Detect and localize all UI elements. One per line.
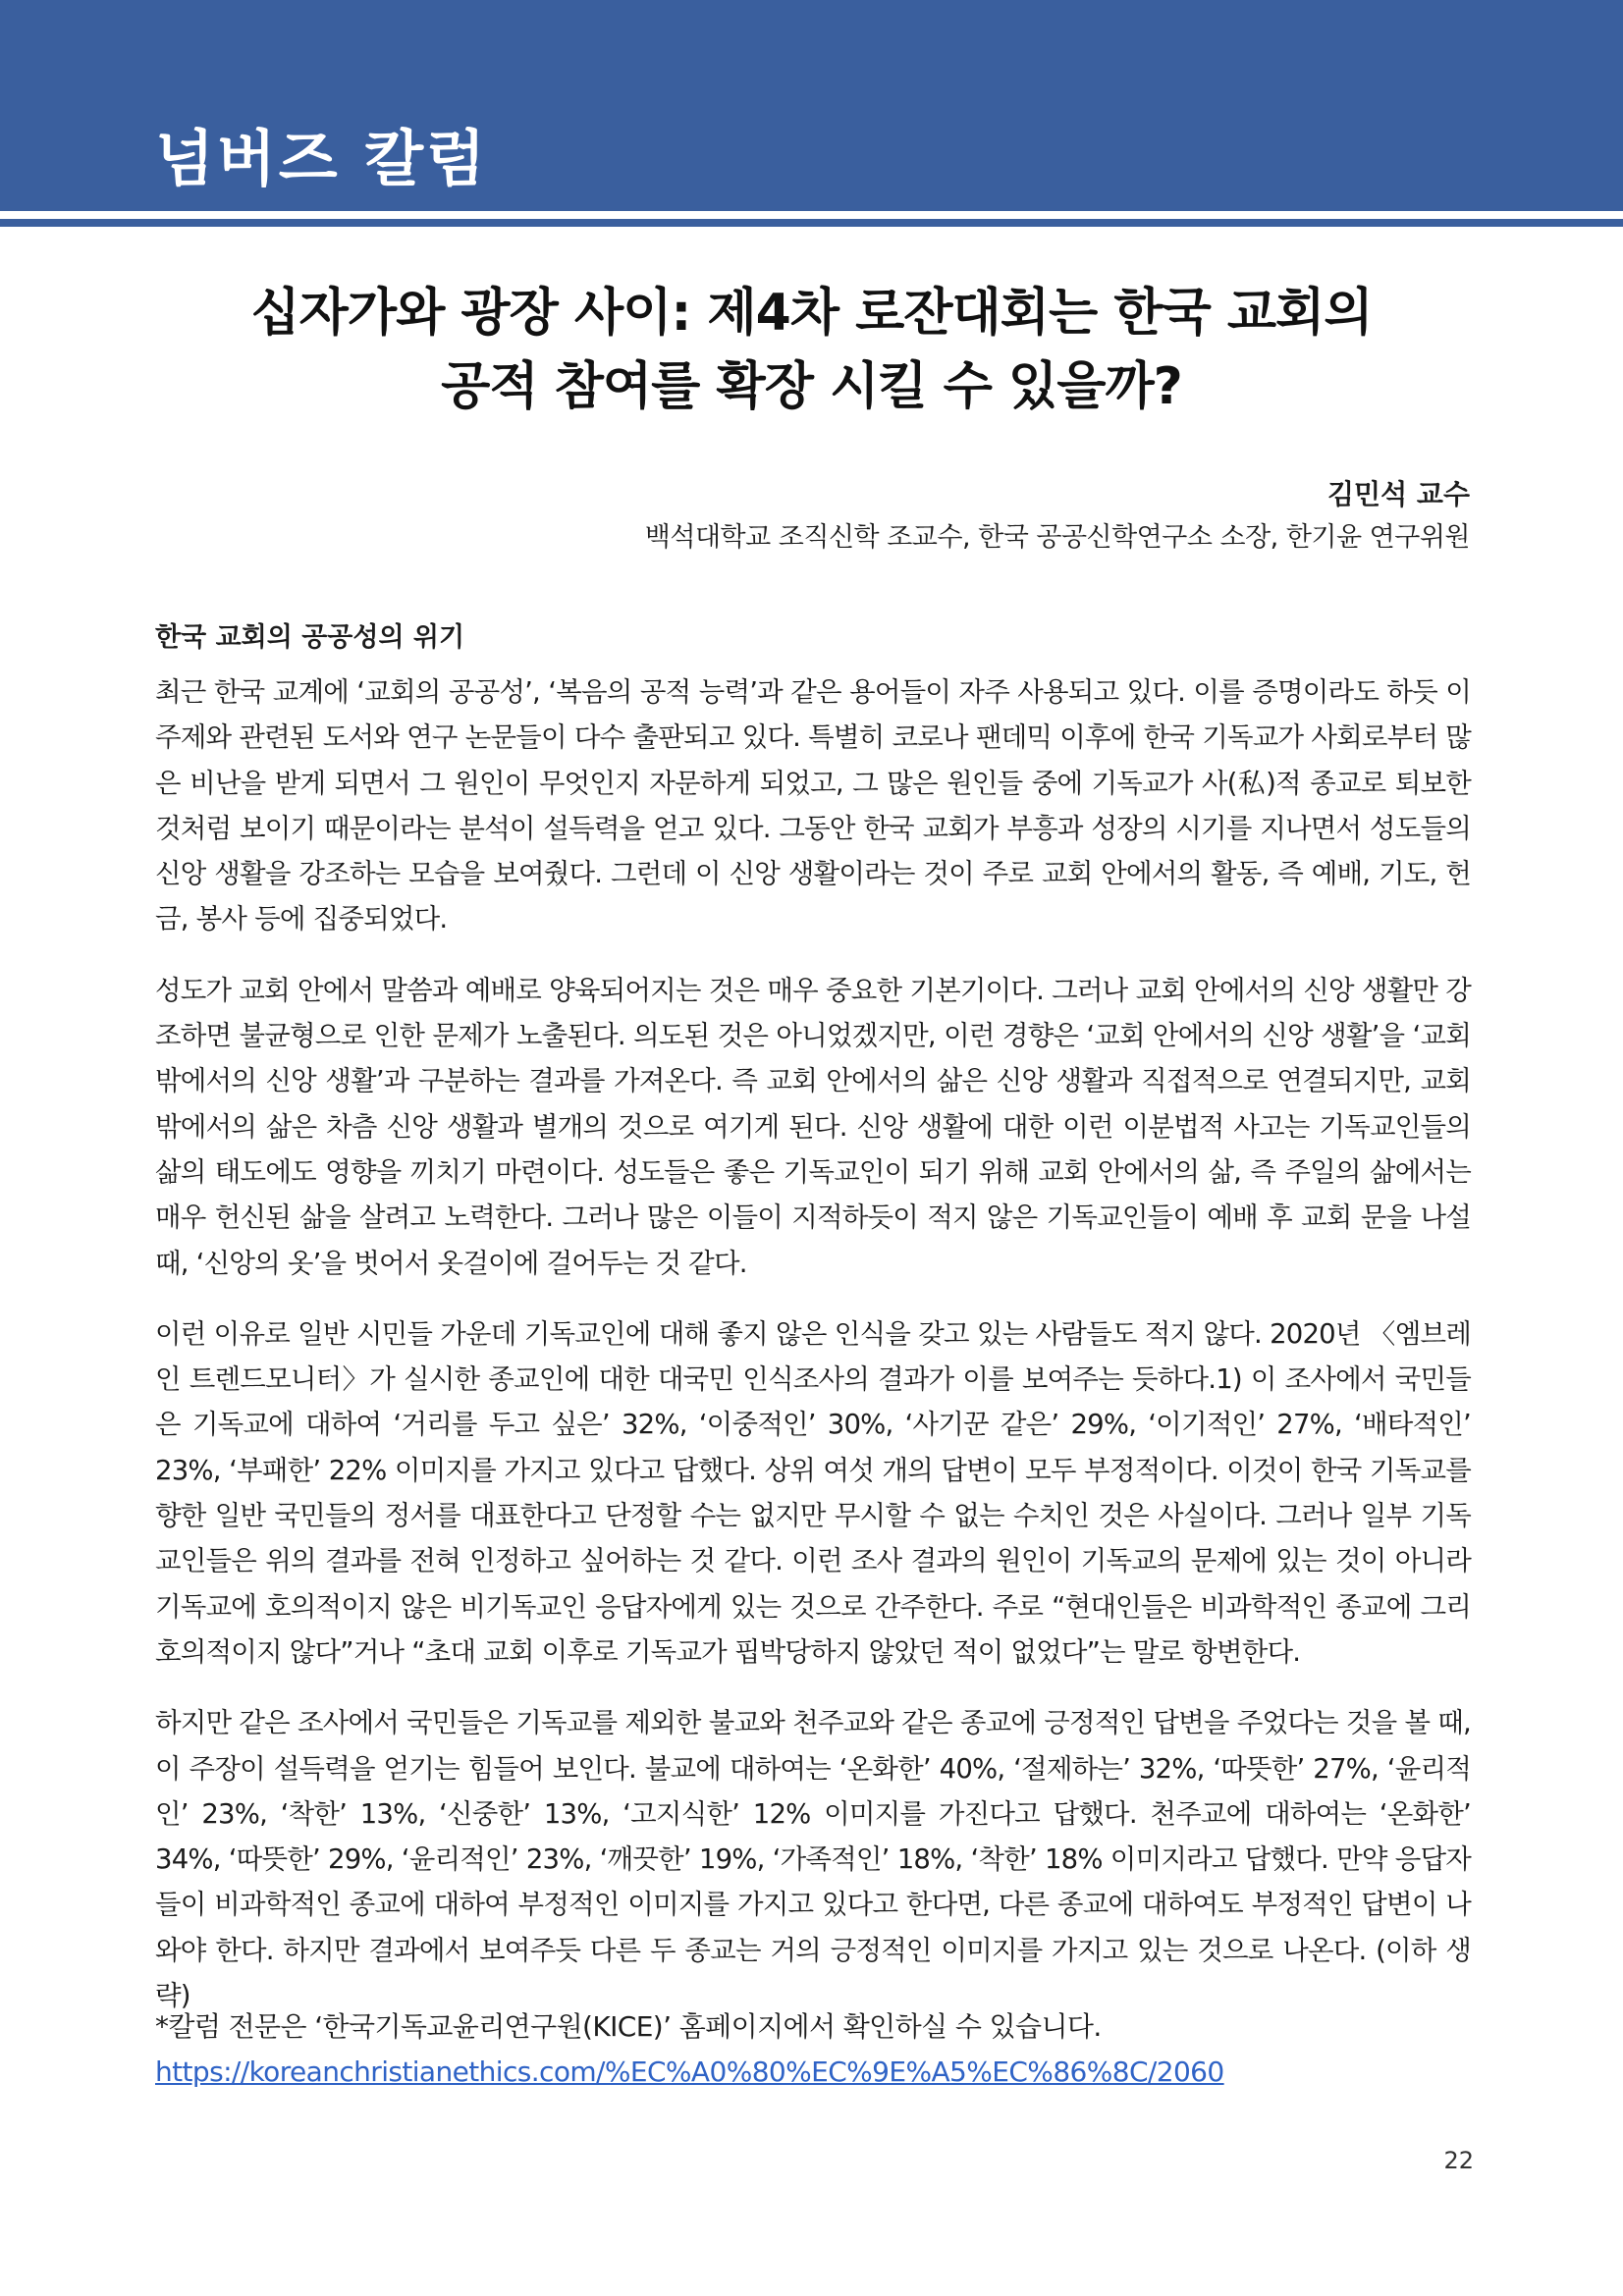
article-body: [155, 669, 1471, 2044]
body-paragraph-1: 최근 한국 교계에 ‘교회의 공공성’, ‘복음의 공적 능력’과 같은 용어들이 자주 사용되고 있다. 이를 증명이라도 하듯 이 주제와 관련된 도서와 연구 논문들이 다수 출판되고 있다. 특별히 코로나 팬데믹 이후에 한국 기독교가 사회로부터 많은 비난을 받게 되면서 그 원인이 무엇인지 자문하게 되었고, 그 많은 원인들 중에 기독교가 사(私)적 종교로 퇴보한 것처럼 보이기 때문이라는 분석이 설득력을 얻고 있다. 그동안 한국 교회가 부흥과 성장의 시기를 지나면서 성도들의 신앙 생활을 강조하는 모습을 보여줬다. 그런데 이 신앙 생활이라는 것이 주로 교회 안에서의 활동, 즉 예배, 기도, 헌금, 봉사 등에 집중되었다.: [155, 676, 1471, 935]
footnote: [155, 2004, 1471, 2095]
article-title-line-2: 공적 참여를 확장 시킬 수 있을까?: [441, 357, 1182, 416]
body-paragraph-2: 성도가 교회 안에서 말씀과 예배로 양육되어지는 것은 매우 중요한 기본기이다. 그러나 교회 안에서의 신앙 생활만 강조하면 불균형으로 인한 문제가 노출된다. 의도된 것은 아니었겠지만, 이런 경향은 ‘교회 안에서의 신앙 생활’을 ‘교회 밖에서의 신앙 생활’과 구분하는 결과를 가져온다. 즉 교회 안에서의 삶은 신앙 생활과 직접적으로 연결되지만, 교회 밖에서의 삶은 차츰 신앙 생활과 별개의 것으로 여기게 된다. 신앙 생활에 대한 이런 이분법적 사고는 기독교인들의 삶의 태도에도 영향을 끼치기 마련이다. 성도들은 좋은 기독교인이 되기 위해 교회 안에서의 삶, 즉 주일의 삶에서는 매우 헌신된 삶을 살려고 노력한다. 그러나 많은 이들이 지적하듯이 적지 않은 기독교인들이 예배 후 교회 문을 나설 때, ‘신앙의 옷’을 벗어서 옷걸이에 걸어두는 것 같다.: [155, 974, 1471, 1279]
footnote-text: *칼럼 전문은 ‘한국기독교윤리연구원(KICE)’ 홈페이지에서 확인하실 수 있습니다.: [155, 2010, 1102, 2043]
body-paragraph-4: 하지만 같은 조사에서 국민들은 기독교를 제외한 불교와 천주교와 같은 종교에 긍정적인 답변을 주었다는 것을 볼 때, 이 주장이 설득력을 얻기는 힘들어 보인다. 불교에 대하여는 ‘온화한’ 40%, ‘절제하는’ 32%, ‘따뜻한’ 27%, ‘윤리적인’ 23%, ‘착한’ 13%, ‘신중한’ 13%, ‘고지식한’ 12% 이미지를 가진다고 답했다. 천주교에 대하여는 ‘온화한’ 34%, ‘따뜻한’ 29%, ‘윤리적인’ 23%, ‘깨끗한’ 19%, ‘가족적인’ 18%, ‘착한’ 18% 이미지라고 답했다. 만약 응답자들이 비과학적인 종교에 대하여 부정적인 이미지를 가지고 있다고 한다면, 다른 종교에 대하여도 부정적인 답변이 나와야 한다. 하지만 결과에서 보여주듯 다른 두 종교는 거의 긍정적인 이미지를 가지고 있는 것으로 나온다. (이하 생략): [155, 1707, 1471, 2012]
article-title-line-1: 십자가와 광장 사이: 제4차 로잔대회는 한국 교회의: [250, 284, 1373, 343]
header-divider: [0, 219, 1623, 227]
section-heading: 한국 교회의 공공성의 위기: [155, 622, 465, 653]
author-name: 김민석 교수: [1327, 478, 1470, 510]
body-paragraph-3: 이런 이유로 일반 시민들 가운데 기독교인에 대해 좋지 않은 인식을 갖고 있는 사람들도 적지 않다. 2020년 〈엠브레인 트렌드모니터〉가 실시한 종교인에 대한 대국민 인식조사의 결과가 이를 보여주는 듯하다.1) 이 조사에서 국민들은 기독교에 대하여 ‘거리를 두고 싶은’ 32%, ‘이중적인’ 30%, ‘사기꾼 같은’ 29%, ‘이기적인’ 27%, ‘배타적인’ 23%, ‘부패한’ 22% 이미지를 가지고 있다고 답했다. 상위 여섯 개의 답변이 모두 부정적이다. 이것이 한국 기독교를 향한 일반 국민들의 정서를 대표한다고 단정할 수는 없지만 무시할 수 없는 수치인 것은 사실이다. 그러나 일부 기독교인들은 위의 결과를 전혀 인정하고 싶어하는 것 같다. 이런 조사 결과의 원인이 기독교의 문제에 있는 것이 아니라 기독교에 호의적이지 않은 비기독교인 응답자에게 있는 것으로 간주한다. 주로 “현대인들은 비과학적인 종교에 그리 호의적이지 않다”거나 “초대 교회 이후로 기독교가 핍박당하지 않았던 적이 없었다”는 말로 항변한다.: [155, 1317, 1471, 1668]
section-title: 넘버즈 칼럼: [155, 123, 489, 194]
article-title: [98, 277, 1525, 424]
page-number: 22: [1443, 2147, 1474, 2174]
source-link[interactable]: https://koreanchristianethics.com/%EC%A0%80%EC%9E%A5%EC%86%8C/2060: [155, 2056, 1224, 2088]
author-affiliation: 백석대학교 조직신학 조교수, 한국 공공신학연구소 소장, 한기윤 연구위원: [644, 522, 1470, 553]
header-band: [0, 0, 1623, 211]
